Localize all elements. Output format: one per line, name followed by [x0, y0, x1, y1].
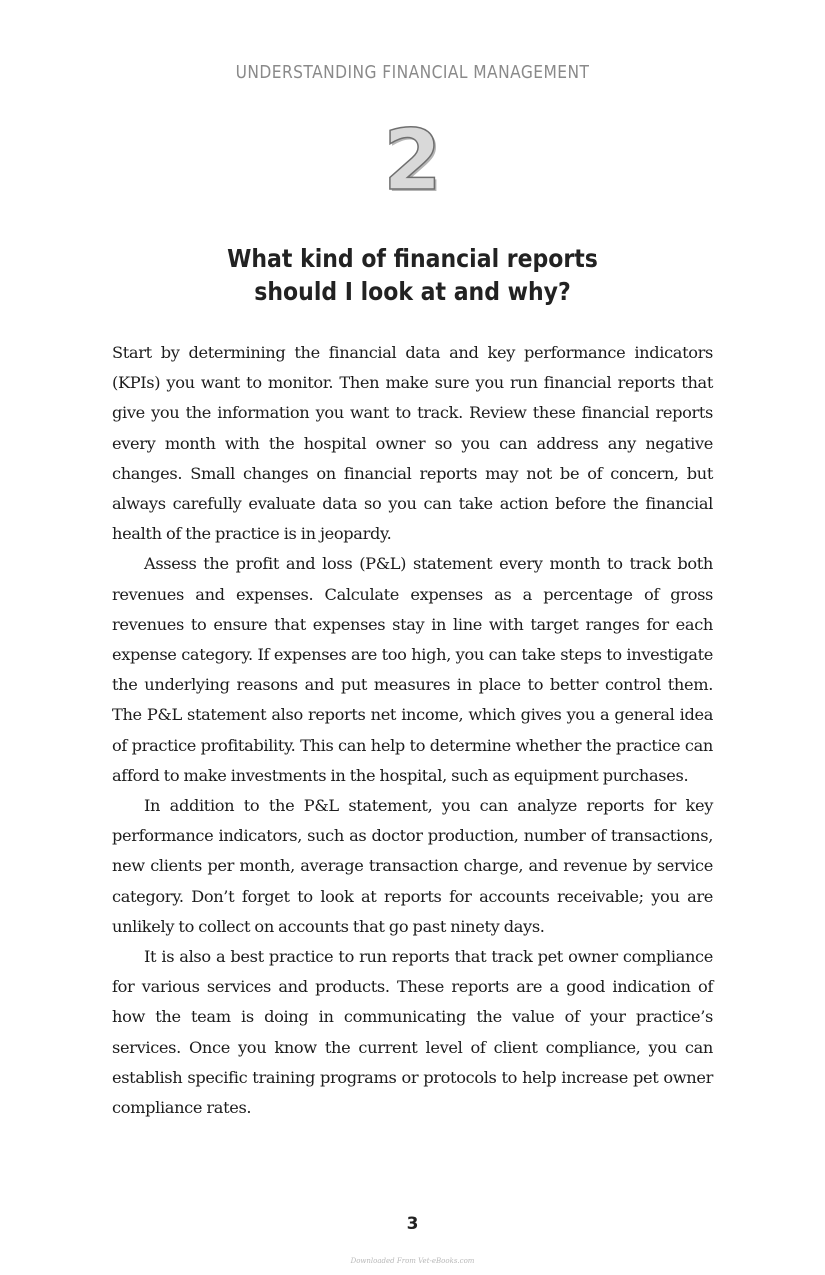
section-heading-line-1: What kind of financial reports	[227, 244, 598, 273]
section-heading	[50, 242, 776, 308]
running-head: UNDERSTANDING FINANCIAL MANAGEMENT	[235, 62, 590, 83]
paragraph: In addition to the P&L statement, you can analyze reports for key performance indicators, such as doctor production, number of transactions, new clients per month, average transaction charge, and revenue by service category. Don’t forget to look at reports for accounts receivable; you are unlikely to collect on accounts that go past ninety days.	[112, 796, 713, 936]
chapter-number: 2	[383, 111, 442, 209]
paragraph: Start by determining the financial data and key performance indicators (KPIs) you want to monitor. Then make sure you run financial reports that give you the information you want to track. Review these financial reports every month with the hospital owner so you can address any negative changes. Small changes on financial reports may not be of concern, but always carefully evaluate data so you can take action before the financial health of the practice is in jeopardy.	[112, 343, 713, 544]
watermark: Downloaded From Vet-eBooks.com	[350, 1257, 475, 1265]
paragraph: It is also a best practice to run reports that track pet owner compliance for various services and products. These reports are a good indication of how the team is doing in communicating the value of your practice’s services. Once you know the current level of client compliance, you can establish specific training programs or protocols to help increase pet owner compliance rates.	[112, 947, 713, 1118]
paragraph: Assess the profit and loss (P&L) statement every month to track both revenues and expenses. Calculate expenses as a percentage of gross revenues to ensure that expenses stay in line with target ranges for each expense category. If expenses are too high, you can take steps to investigate the underlying reasons and put measures in place to better control them. The P&L statement also reports net income, which gives you a general idea of practice profitability. This can help to determine whether the practice can afford to make investments in the hospital, such as equipment purchases.	[112, 554, 713, 785]
section-heading-line-2: should I look at and why?	[254, 277, 571, 306]
body-text	[112, 338, 713, 1123]
page-number: 3	[406, 1214, 419, 1234]
